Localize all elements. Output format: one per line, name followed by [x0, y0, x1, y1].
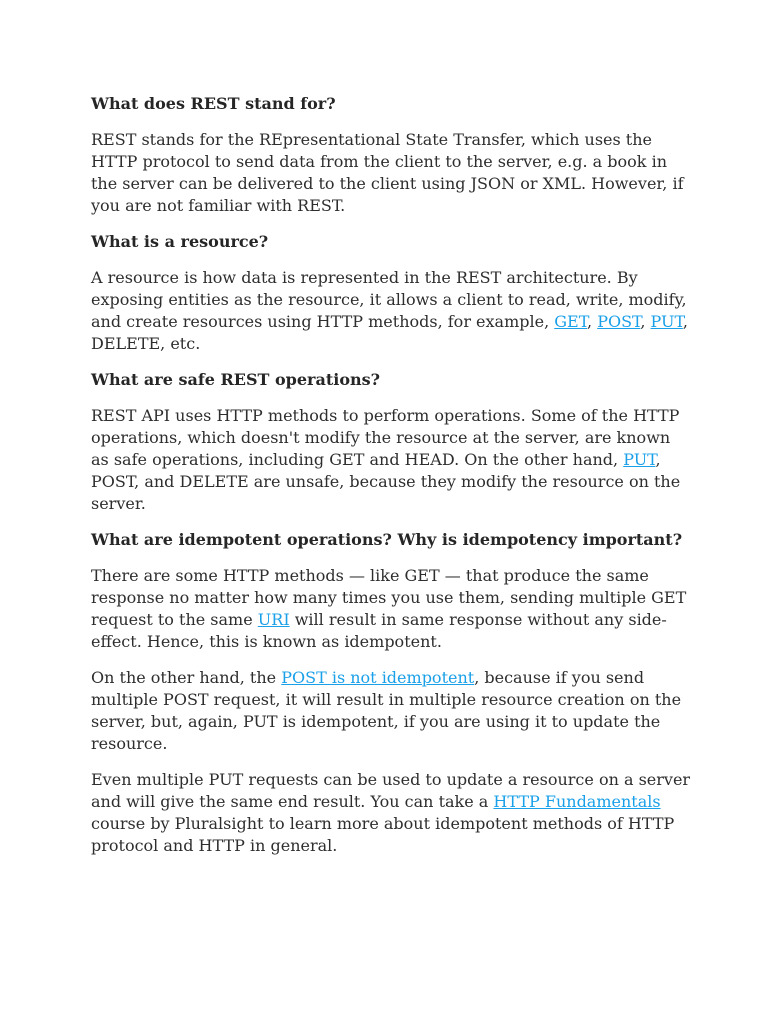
text-span: , POST, and DELETE are unsafe, because they modify the resource on the server.: [91, 450, 681, 513]
heading-rest-stand-for: What does REST stand for?: [91, 94, 336, 113]
text-span: ,: [587, 312, 598, 331]
paragraph-resource: [91, 267, 691, 355]
link-get[interactable]: GET: [554, 312, 588, 331]
text-span: A resource is how data is represented in the REST architecture. By exposing entities as the resource, it allows a client to read, write, modify, and create resources using HTTP methods, for example,: [91, 268, 687, 331]
paragraph-idempotent-1: [91, 565, 691, 653]
link-put[interactable]: PUT: [650, 312, 683, 331]
link-post-not-idempotent[interactable]: POST is not idempotent: [281, 668, 475, 687]
link-post[interactable]: POST: [597, 312, 641, 331]
paragraph-safe-operations: [91, 405, 691, 515]
text-span: course by Pluralsight to learn more about idempotent methods of HTTP protocol and HTTP in general.: [91, 814, 675, 855]
link-http-fundamentals[interactable]: HTTP Fundamentals: [493, 792, 661, 811]
text-span: will result in same response without any side-effect. Hence, this is known as idempotent.: [91, 610, 667, 651]
text-span: There are some HTTP methods — like GET — that produce the same response no matter how many times you use them, sending multiple GET request to the same: [91, 566, 687, 629]
text-span: ,: [640, 312, 651, 331]
text-span: On the other hand, the: [91, 668, 282, 687]
heading-safe-operations: What are safe REST operations?: [91, 370, 380, 389]
text-span: , DELETE, etc.: [91, 312, 688, 353]
document-page: [91, 93, 691, 871]
paragraph-idempotent-3: [91, 769, 691, 857]
link-uri[interactable]: URI: [257, 610, 290, 629]
heading-idempotent-operations: What are idempotent operations? Why is idempotency important?: [91, 530, 683, 549]
text-span: Even multiple PUT requests can be used to update a resource on a server and will give the same end result. You can take a: [91, 770, 691, 811]
text-span: REST API uses HTTP methods to perform operations. Some of the HTTP operations, which doesn't modify the resource at the server, are known as safe operations, including GET and HEAD. On the other hand,: [91, 406, 680, 469]
heading-what-is-resource: What is a resource?: [91, 232, 269, 251]
paragraph-rest-definition: REST stands for the REpresentational State Transfer, which uses the HTTP protocol to send data from the client to the server, e.g. a book in the server can be delivered to the client using JSON or XML. However, if you are not familiar with REST.: [91, 130, 684, 215]
link-put-safe[interactable]: PUT: [623, 450, 656, 469]
text-span: , because if you send multiple POST request, it will result in multiple resource creation on the server, but, again, PUT is idempotent, if you are using it to update the resource.: [91, 668, 682, 753]
paragraph-idempotent-2: [91, 667, 691, 755]
